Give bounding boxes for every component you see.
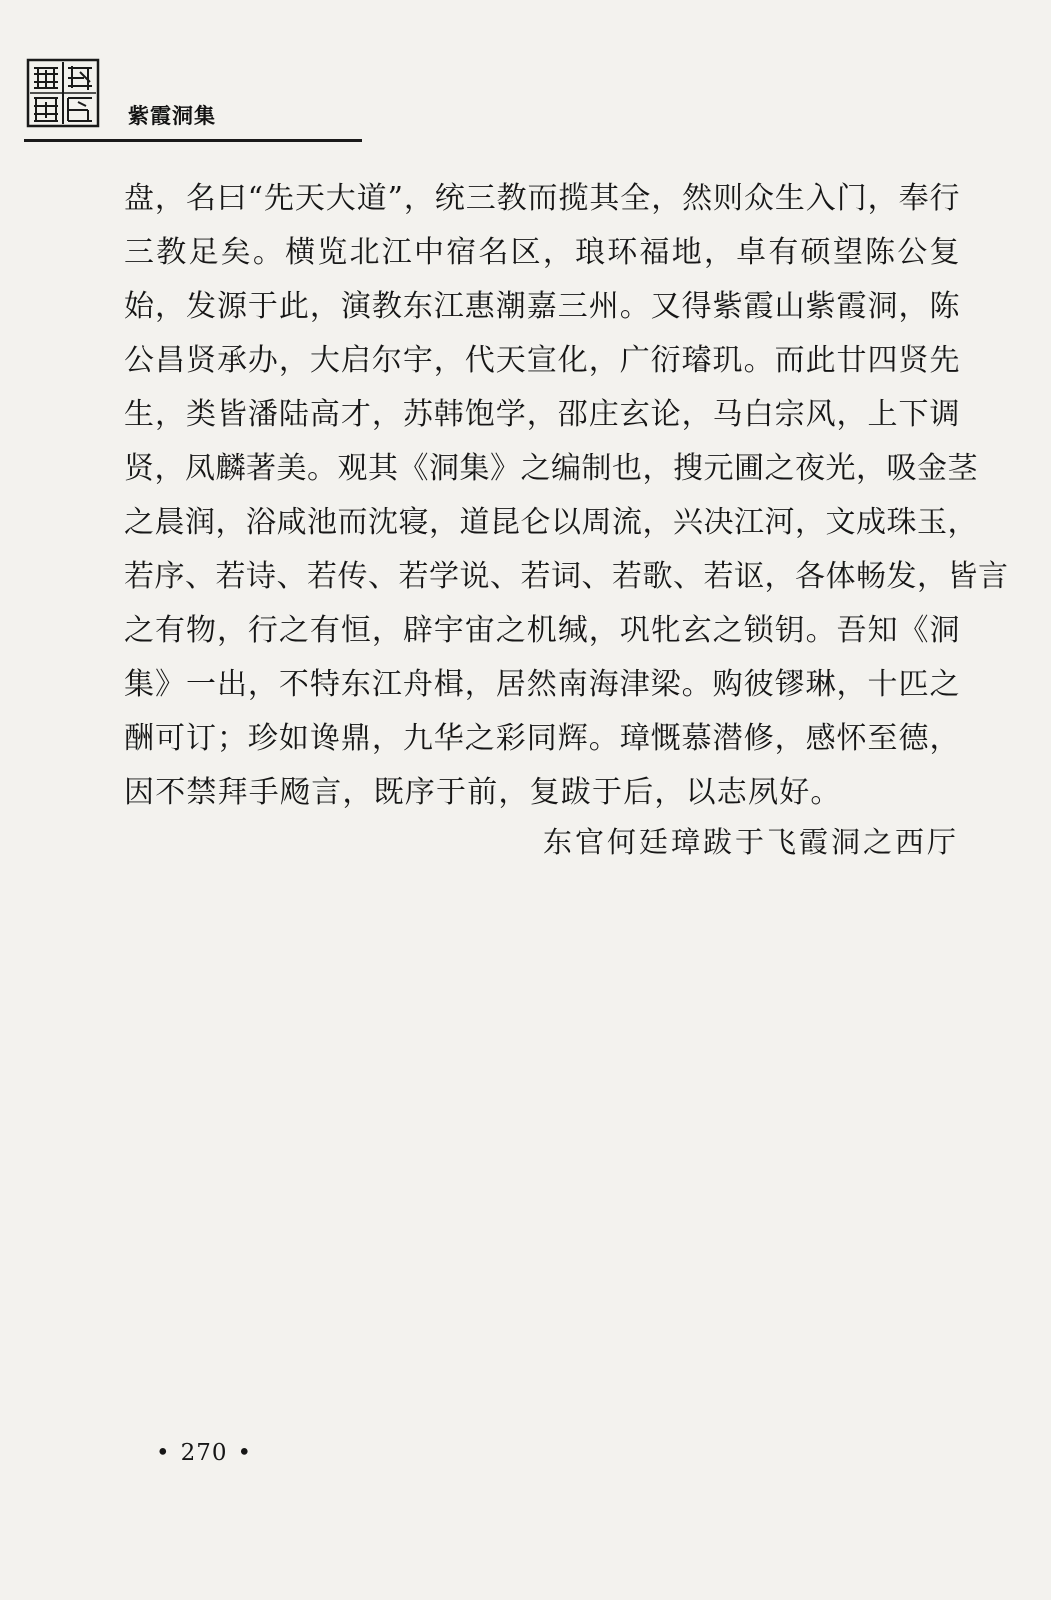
body-line: 因不禁拜手飏言，既序于前，复跋于后，以志夙好。 xyxy=(124,775,842,810)
body-line: 之晨润，浴咸池而沈寝，道昆仑以周流，兴决江河，文成珠玉， xyxy=(124,505,978,540)
page-number-dot-right: • xyxy=(237,1440,253,1466)
body-line: 若序、若诗、若传、若学说、若词、若歌、若讴，各体畅发，皆言 xyxy=(124,559,1009,594)
body-line: 生，类皆潘陆高才，苏韩饱学，邵庄玄论，马白宗风，上下调 xyxy=(124,397,960,432)
body-line: 贤，凤麟著美。观其《洞集》之编制也，搜元圃之夜光，吸金茎 xyxy=(124,451,978,486)
body-line: 集》一出，不特东江舟楫，居然南海津梁。购彼镠琳，十匹之 xyxy=(124,667,960,702)
header-rule xyxy=(24,139,362,142)
body-line: 盘，名曰“先天大道”，统三教而揽其全，然则众生入门，奉行 xyxy=(124,181,960,216)
running-title: 紫霞洞集 xyxy=(128,104,216,128)
seal-logo xyxy=(26,58,100,128)
page-number-value: 270 xyxy=(180,1440,228,1466)
body-line: 三教足矣。横览北江中宿名区，琅环福地，卓有硕望陈公复 xyxy=(124,235,960,270)
body-text xyxy=(124,172,1009,820)
body-line: 始，发源于此，演教东江惠潮嘉三州。又得紫霞山紫霞洞，陈 xyxy=(124,289,960,324)
body-line: 之有物，行之有恒，辟宇宙之机缄，巩牝玄之锁钥。吾知《洞 xyxy=(124,613,960,648)
signature: 东官何廷璋跋于飞霞洞之西厅 xyxy=(542,825,959,859)
page-number-dot-left: • xyxy=(156,1440,171,1466)
body-line: 酬可订；珍如谗鼎，九华之彩同辉。璋慨慕潜修，感怀至德， xyxy=(124,721,960,756)
page-number xyxy=(146,1440,262,1466)
body-line: 公昌贤承办，大启尔宇，代天宣化，广衍璿玑。而此廿四贤先 xyxy=(124,343,960,378)
